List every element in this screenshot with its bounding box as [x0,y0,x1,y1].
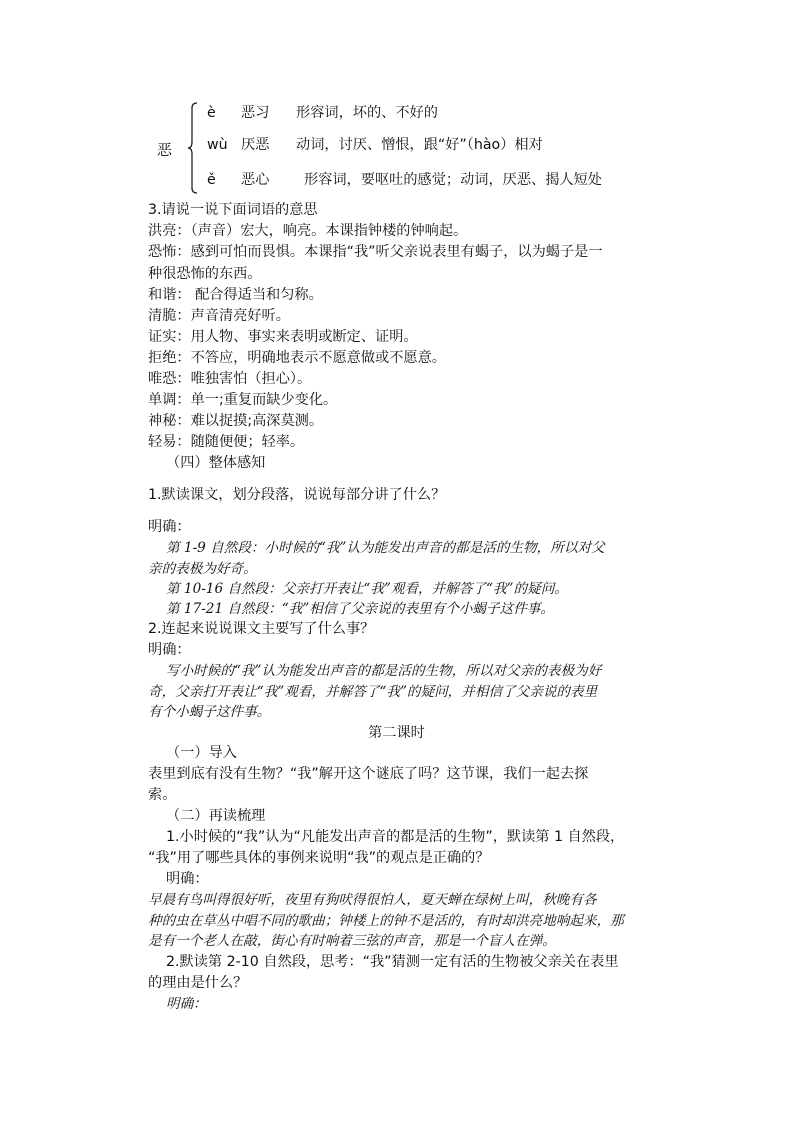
vocab-item: 单调：单一;重复而缺少变化。 [148,392,338,408]
pinyin-e3: ě [207,172,216,188]
polyphonic-character: 恶 [157,141,173,159]
word-exin: 恶心 [241,172,270,188]
answer-line: 种的虫在草丛中唱不同的歌曲；钟楼上的钟不是活的，有时却洪亮地响起来，那 [148,913,624,929]
question: “我”用了哪些具体的事例来说明“我”的观点是正确的？ [148,850,490,866]
vocab-item: 拒绝：不答应，明确地表示不愿意做或不愿意。 [148,350,446,366]
definition-yanwu: 动词，讨厌、憎恨，跟“好”（hào）相对 [296,137,543,153]
section-heading: （二）再读梳理 [166,808,266,824]
bracket [188,102,198,194]
answer-line: 早晨有鸟叫得很好听，夜里有狗吠得很怕人，夏天蝉在绿树上叫，秋晚有各 [148,892,597,908]
answer-line: 写小时候的“我”认为能发出声音的都是活的生物，所以对父亲的表极为好 [166,663,602,679]
question: 2.默读第 2-10 自然段，思考：“我”猜测一定有活的生物被父亲关在表里 [166,954,619,970]
question: 1.默读课文，划分段落，说说每部分讲了什么？ [148,487,446,503]
answer-label: 明确： [148,519,191,535]
vocab-item: 恐怖：感到可怕而畏惧。本课指“我”听父亲说表里有蝎子，以为蝎子是一 [148,244,603,260]
vocab-item: 和谐： 配合得适当和匀称。 [148,287,323,303]
paragraph-line: 表里到底有没有生物？“我”解开这个谜底了吗？这节课，我们一起去探 [148,766,589,782]
answer-line: 是有一个老人在敲，街心有时响着三弦的声音，那是一个盲人在弹。 [148,933,556,949]
answer-line: 有个小蝎子这件事。 [148,704,271,720]
word-yanwu: 厌恶 [241,137,270,153]
vocab-item: 种很恐怖的东西。 [148,266,262,282]
question: 1.小时候的“我”认为“凡能发出声音的都是活的生物”，默读第 1 自然段， [166,829,625,845]
vocab-item: 证实：用人物、事实来表明或断定、证明。 [148,329,418,345]
vocab-item: 神秘：难以捉摸;高深莫测。 [148,413,324,429]
vocab-item: 轻易：随随便便；轻率。 [148,434,305,450]
question: 2.连起来说说课文主要写了什么事？ [148,621,375,637]
section-heading: （一）导入 [166,745,237,761]
paragraph-line: 索。 [148,787,177,803]
answer-line: 奇，父亲打开表让“我”观看，并解答了“我”的疑问，并相信了父亲说的表里 [148,684,598,700]
pinyin-wu4: wù [207,137,228,153]
answer-label: 明确： [166,996,207,1012]
vocab-item: 唯恐：唯独害怕（担心）。 [148,371,312,387]
answer-label: 明确： [166,871,209,887]
answer-label: 明确： [148,642,191,658]
definition-exi: 形容词，坏的、不好的 [296,105,438,121]
question: 的理由是什么？ [148,975,248,991]
vocab-heading: 3.请说一说下面词语的意思 [148,202,318,218]
lesson-title: 第二课时 [368,725,425,741]
pinyin-e4: è [207,105,216,121]
vocab-item: 洪亮：（声音）宏大，响亮。本课指钟楼的钟响起。 [148,223,468,239]
answer-line: 第 1-9 自然段：小时候的“我”认为能发出声音的都是活的生物，所以对父 [166,540,605,556]
answer-line: 第 10-16 自然段：父亲打开表让“我”观看，并解答了“我”的疑问。 [166,581,568,597]
definition-exin: 形容词，要呕吐的感觉；动词，厌恶、揭人短处 [304,172,602,188]
answer-line: 亲的表极为好奇。 [148,561,257,577]
section-heading: （四）整体感知 [166,455,266,471]
answer-line: 第 17-21 自然段：“我”相信了父亲说的表里有个小蝎子这件事。 [166,601,554,617]
word-exi: 恶习 [241,105,270,121]
vocab-item: 清脆：声音清亮好听。 [148,308,290,324]
